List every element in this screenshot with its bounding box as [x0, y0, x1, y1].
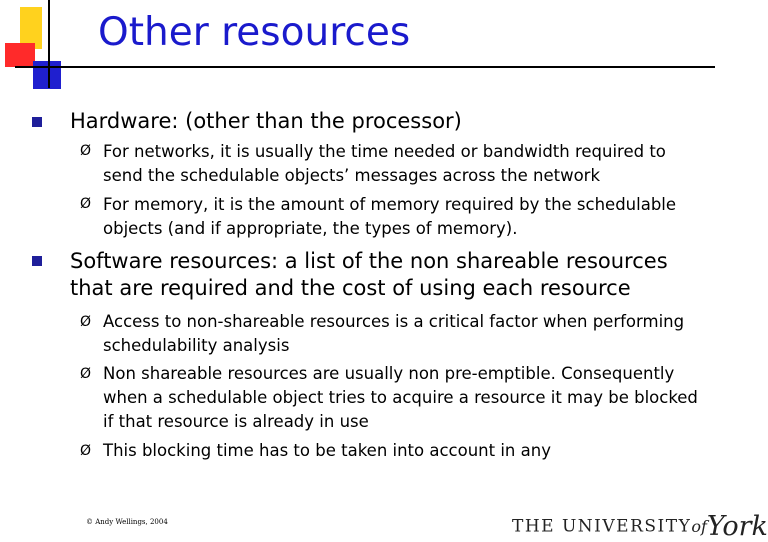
arrow-bullet-icon: Ø — [80, 443, 92, 459]
bullet-square-icon — [32, 256, 42, 266]
sub-bullet-blocking-time: This blocking time has to be taken into account in any — [103, 441, 551, 460]
decor-vertical-rule — [48, 0, 50, 88]
sub-bullet-access: Access to non-shareable resources is a critical factor when performing schedulability analysis — [103, 312, 685, 355]
sub-bullet-memory: For memory, it is the amount of memory required by the schedulable objects (and if appropriate, the types of memory). — [103, 195, 677, 238]
sub-bullet-networks: For networks, it is usually the time needed or bandwidth required to send the schedulable objects’ messages across the network — [103, 142, 666, 185]
bullet-hardware: Hardware: (other than the processor) — [70, 109, 462, 133]
sub-bullet-non-shareable: Non shareable resources are usually non pre-emptible. Consequently when a schedulable object tries to acquire a resource it may be blocked if that resource is already in use — [103, 364, 698, 431]
decor-red-square — [5, 43, 35, 67]
bullet-software-resources: Software resources: a list of the non shareable resources that are required and the cost of using each resource — [70, 249, 668, 300]
arrow-bullet-icon: Ø — [80, 366, 92, 382]
arrow-bullet-icon: Ø — [80, 196, 92, 212]
logo-york-text: York — [706, 511, 768, 542]
arrow-bullet-icon: Ø — [80, 143, 92, 159]
title-underline-rule — [15, 66, 715, 68]
copyright-footer: © Andy Wellings, 2004 — [86, 518, 168, 526]
arrow-bullet-icon: Ø — [80, 314, 92, 330]
university-logo — [512, 511, 768, 541]
logo-university-text: THE UNIVERSITY — [512, 516, 692, 537]
slide-title: Other resources — [98, 10, 411, 55]
bullet-square-icon — [32, 117, 42, 127]
logo-of-text: of — [691, 517, 707, 536]
